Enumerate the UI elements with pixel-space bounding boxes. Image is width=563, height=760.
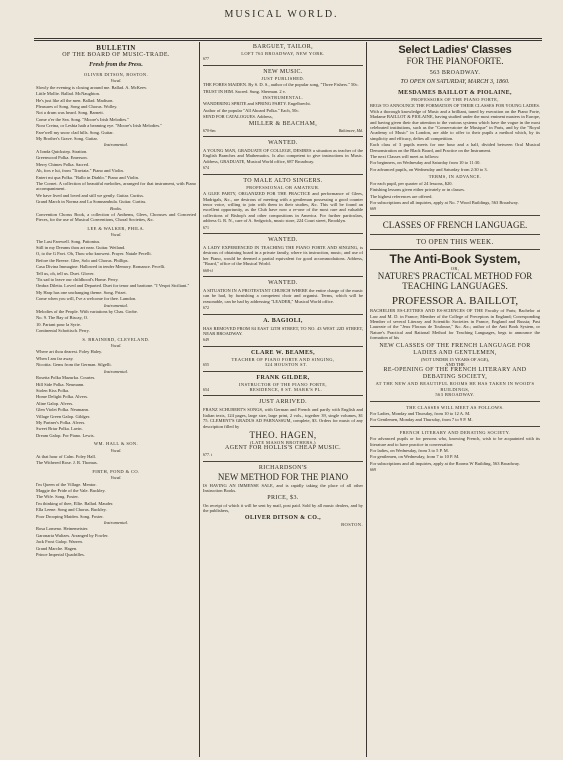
bulletin-entry: Before the Breeze. Glee, Solo and Chorus. Phillips.: [36, 257, 129, 263]
gilder-address: RESIDENCE, 8 ST. MARK'S PL.: [249, 387, 323, 393]
ad-body: A SITUATION IN A PROTESTANT CHURCH WHERE the entire charge of the music can be had, by furnishing a competent choir and organist. Terms, which will be reasonable, can be had by addressing "LEADER," Musical World office.: [203, 287, 363, 304]
bagioli-number: 649: [203, 337, 209, 343]
group-heading: Vocal.: [110, 343, 122, 349]
newmusic-instr-item: SEND FOR CATALOGUES. Address,: [203, 114, 273, 120]
divider: [370, 426, 540, 427]
beames-address: 324 HOUSTON ST.: [264, 362, 308, 368]
bulletin-entry: Little Mollie. Ballad. McNaughton.: [36, 91, 100, 97]
beames-body: TEACHER OF PIANO FORTE AND SINGING,: [231, 356, 335, 362]
baillot-body: BEGS TO ANNOUNCE THE FORMATION OF THEIR CLASSES FOR YOUNG LADIES. With a thorough knowledge of Music and a brilliant, tuned by execution on the Piano Forte, Madame BAILLOT & PIOLAINE, having studied under the most eminent masters in Europe, and having given their due attention to the various systems which have the vogue in the most celebrated institutions, such as the "Conservatoire de Musique" in Paris, and by the "Royal Academy of Music" in London, are able to offer to their pupils a method which, by its simplicity and efficacy, defies all competition.: [370, 103, 540, 141]
barguet-address: LOFT 763 BROADWAY, NEW YORK.: [241, 51, 325, 56]
society-body: For advanced pupils or for persons who, knowing French, wish to be acquainted with its literature and to have practice in conversation:: [370, 436, 540, 447]
newmusic-footer: [203, 128, 363, 133]
ad-number: 674: [203, 165, 209, 171]
divider: [203, 346, 363, 347]
bulletin-entry: Not a drum was heard. Song. Barnett.: [36, 110, 104, 116]
bulletin-entry: Rosa Lomeno. Heinemeister.: [36, 526, 89, 532]
column-divider-1: [199, 42, 200, 757]
masthead-title: MUSICAL WORLD.: [224, 9, 339, 20]
bagioli-body: HAS REMOVED FROM 84 EAST 12TH STREET, TO NO. 43 WEST 22D STREET, NEAR BROADWAY.: [203, 325, 363, 336]
richardson-city: BOSTON.: [341, 521, 363, 527]
arrived-title: JUST ARRIVED.: [258, 399, 308, 406]
bulletin-title: BULLETIN: [96, 44, 136, 52]
divider: [203, 136, 363, 137]
beames-title: CLARE W. BEAMES,: [250, 349, 316, 356]
publisher-heading: FIRTH, POND & CO.: [92, 468, 140, 474]
divider: [203, 276, 363, 277]
bulletin-sections: [36, 72, 196, 557]
ad-subtitle: PROFESSIONAL OR AMATEUR.: [246, 184, 320, 190]
group-heading: Vocal.: [110, 475, 122, 481]
ad-number: 672: [203, 305, 209, 311]
group-heading: Books.: [109, 205, 123, 211]
newmusic-instrumental: INSTRUMENTAL.: [262, 95, 304, 101]
column-bulletin: [36, 44, 196, 754]
hagen-subtitle: (LATE MASON BROTHERS,): [250, 440, 316, 446]
wanted-ads: [203, 140, 363, 315]
bulletin-entry: Grand March in Norma and La Somnambula. Guitar. Curtiss.: [36, 199, 147, 205]
select-open-date: TO OPEN ON SATURDAY, MARCH 3, 1860.: [400, 79, 510, 85]
bulletin-entry: Garonaria Waltzes. Arranged by Fowler.: [36, 532, 109, 538]
top-rule: [34, 38, 542, 39]
professor-body: BACHELIER ES-LETTRES AND ES-SCIENCES OF THE Faculty of Paris; Bachelor at Law and M. D. in France; Member of the College of Preceptors in England; Corresponding Member of several Literary and Scientific Societies in France, England and Russia; Past Laureate of the "Jeux Floraux de Toulouse," &c. &c.; author of the Anti Book System, or Nature's Practical and Rational Method for Teaching Languages, begs to announce the formation of his: [370, 308, 540, 341]
bulletin-entry: My Brother's Grave. Song. Guitar.: [36, 136, 98, 142]
arrived-body: FRANZ SCHUBERT'S SONGS, with German and French and partly with English and Italian texts, 124 pages, large size, large print, 2 vols., together 39, single volumes, $1 75. CLEMENT'S GRADUS AD PARNASSUM, complete, $3. Orders for music of any description filled by: [203, 407, 363, 429]
bulletin-entry: Casa Divina Immagine. Hallowed in tender Memory. Romance. Pecelli.: [36, 264, 166, 270]
french-title: CLASSES OF FRENCH LANGUAGE.: [382, 219, 528, 230]
bulletin-entry: Greenwood Polka. Emerson.: [36, 155, 88, 161]
hagen-number: 677. t: [203, 452, 213, 458]
also-note: AND THE: [445, 361, 465, 367]
bulletin-entry: Slowly the evening is closing around me. Ballad. A. McKeev.: [36, 84, 148, 90]
gilder-number: 654: [203, 387, 209, 393]
newmusic-title: NEW MUSIC.: [263, 68, 303, 75]
column-advertisements: [203, 44, 363, 754]
bulletin-entry: A Ionda Quickstep. Stratton.: [36, 148, 88, 154]
group-heading: Instrumental.: [103, 302, 129, 308]
bulletin-entry: Nicottia. Gems from the German. Silgelli.: [36, 362, 112, 368]
bulletin-entry: Jack Frost Galop. Warren.: [36, 539, 83, 545]
bulletin-entry: O, to the G Pavi. Oh, Thou who knowest. Prayer. Natale Pecelli.: [36, 251, 152, 257]
society-item: For ladies, on Wednesday, from 3 to 5 P. M.: [370, 448, 449, 454]
age-note: (NOT UNDER 15 YEARS OF AGE),: [420, 356, 490, 362]
divider: [203, 371, 363, 372]
ad-body: A GLEE PARTY, ORGANIZED FOR THE PRACTICE and performance of Glees, Madrigals, &c., are desirous of meeting with a gentleman possessing a good counter tenor voice, willing to join with them in their studies, &c. This will be found an excellent opportunity, as the Club have now a re-one of the most rare and valuable collections of Bishop's and other compositions in America. For further particulars, address G. R. N., care of A. Sedgwick, music store, 224 Court street, Brooklyn.: [203, 191, 363, 224]
newmusic-publisher: MILLER & BEACHAM,: [248, 120, 318, 127]
ad-title: WANTED.: [268, 236, 298, 243]
bulletin-entry: The Wife. Song. Foster.: [36, 494, 79, 500]
bulletin-subtitle: OF THE BOARD OF MUSIC-TRADE.: [62, 52, 170, 58]
column-classes: [370, 44, 540, 754]
publisher-heading: WM. HALL & SON.: [93, 441, 139, 447]
barguet-title: BARGUET, TAILOR,: [252, 44, 314, 50]
newmusic-instr-item: Author of the popular "All Aboard Polka." Each, 50c.: [203, 107, 300, 113]
divider: [370, 215, 540, 216]
bulletin-entry: At that hour of Calm. Foley Hall.: [36, 453, 96, 459]
select-title: Select Ladies' Classes: [398, 44, 512, 56]
baillot-profession: PROFESSORS OF THE PIANO FORTE,: [411, 97, 499, 102]
newmusic-instr-item: WANDERING SPRITE and SPRING PARTY. Engelbrecht.: [203, 101, 311, 107]
bulletin-entry: Continental Schottisch. Perry.: [36, 328, 90, 334]
group-heading: Instrumental.: [103, 142, 129, 148]
bulletin-entry: Hill Side Polka. Neumann.: [36, 381, 85, 387]
bulletin-entry: Entert mi qua Polka. "Ballo in Diablo." Piano and Violin.: [36, 174, 140, 180]
ad-body: A YOUNG MAN, GRADUATE OF COLLEGE, DESIRES a situation as teacher of the English Branches and Mathematics. Is also competent to give instructions in Music. Address, GRADUATE, Musical World office, 687 Broadway.: [203, 148, 363, 164]
baillot-body-3: The next Classes will meet as follows:: [370, 154, 440, 160]
group-heading: Vocal.: [110, 232, 122, 238]
newmusic-footer-right: Baltimore, Md.: [338, 127, 363, 133]
antibook-subtitle: NATURE'S PRACTICAL METHOD FOR TEACHING LANGUAGES.: [377, 271, 533, 292]
publisher-heading: OLIVER DITSON, BOSTON.: [83, 72, 149, 77]
society-title: FRENCH LITERARY AND DEBATING SOCIETY.: [399, 429, 511, 435]
ad-number: 668-tf: [203, 267, 213, 273]
group-heading: Instrumental.: [103, 520, 129, 526]
column-divider-2: [366, 42, 367, 757]
richardson-body: On receipt of which it will be sent by mail, post paid. Sold by all music dealers, and by the publishers,: [203, 502, 363, 514]
open-week: TO OPEN THIS WEEK.: [416, 237, 494, 246]
divider: [203, 65, 363, 66]
bulletin-entry: Maggie the Pride of the Vale. Buckley.: [36, 488, 106, 493]
bulletin-entry: Village Green Galop. Gildger.: [36, 413, 91, 419]
antibook-or: OR,: [450, 265, 460, 271]
bulletin-entry: Nora Creina, or Lesbia hath a beaming eye. "Moore's Irish Melodies.": [36, 123, 163, 129]
richardson-publisher: OLIVER DITSON & CO.,: [244, 514, 322, 521]
hagen-agent: AGENT FOR HOLLIS'S CHEAP MUSIC.: [225, 445, 341, 452]
bulletin-entry: Ombra Diletta. Loved and Departed. Duet for tenor and baritone. "I Vespri Siciliani.": [36, 283, 190, 289]
terms-item: For subscriptions and all inquiries, apply at No. 7 Wood Buildings, 563 Broadway.: [370, 199, 519, 205]
baillot-schedule: For beginners, on Wednesday and Saturday from 10 to 11:30.: [370, 160, 481, 166]
ad-title: TO MALE ALTO SINGERS.: [243, 177, 323, 184]
group-heading: Vocal.: [110, 78, 122, 84]
richardson-method: NEW METHOD FOR THE PIANO: [217, 471, 349, 482]
bulletin-entry: Convention Chorus Book, a collection of Anthems, Glees, Choruses and Concerted Pieces, for the use of Musical Conventions, Choral Societies, &c.: [36, 211, 196, 223]
divider: [203, 314, 363, 315]
bulletin-entry: The Last Farewell. Song. Pattonius.: [36, 238, 101, 244]
gilder-footer: [203, 387, 363, 392]
bulletin-entry: Come when you will, I've a welcome for thee. Lamdon.: [36, 296, 137, 302]
bulletin-entry: I'm Queen of the Village. Mentor.: [36, 481, 97, 487]
reopening-location: AT THE NEW AND BEAUTIFUL ROOMS HE HAS TAKEN IN WOOD'S BUILDINGS,: [375, 381, 535, 392]
terms-item: For each pupil, per quarter of 24 lessons, $20.: [370, 180, 453, 186]
beames-number: 655: [203, 362, 209, 368]
bulletin-entry: My Harp has one unchanging theme. Song. Prizet.: [36, 289, 127, 295]
divider: [203, 233, 363, 234]
bulletin-entry: Poor Drooping Maiden. Song. Foster.: [36, 513, 104, 519]
bulletin-entry: Rosetta Polka Mazurka. Courtes.: [36, 375, 96, 381]
bulletin-entry: Aline Galop. Alvers.: [36, 400, 74, 406]
classes-item: For Gentlemen, Monday and Thursday, from 7 to 9 P. M.: [370, 417, 473, 423]
top-rule-thin: [34, 40, 542, 41]
bulletin-entry: Home Delight Polka. Alvers.: [36, 394, 89, 400]
bulletin-entry: My Partner's Polka. Alvers.: [36, 419, 86, 425]
publisher-heading: LEE & WALKER, PHILA.: [87, 225, 145, 231]
society-item: For subscriptions and all inquiries, apply at the Rooms W Building, 563 Broadway.: [370, 460, 520, 466]
divider: [203, 174, 363, 175]
ad-title: WANTED.: [268, 279, 298, 286]
newmusic-footer-left: 670-6m: [203, 127, 216, 133]
bulletin-entry: Merry Chimes Polka. Sacred.: [36, 161, 90, 167]
ad-title: WANTED.: [268, 140, 298, 147]
newmusic-item: THE FORES MAIDEN. By S. D. S., author of the popular song, "Three Fishers." 50c.: [203, 82, 359, 88]
bulletin-entry: When I am far away.: [36, 355, 74, 361]
bulletin-entry: Sweet Briar Polka. Lavin.: [36, 426, 83, 432]
bulletin-entry: Pleasures of Song. Song and Chorus. Wolley.: [36, 104, 118, 110]
bulletin-entry: Glen Violet Polka. Neumann.: [36, 407, 90, 413]
reopening-title: RE-OPENING OF THE FRENCH LITERARY AND DEBATING SOCIETY,: [383, 367, 527, 381]
bulletin-entry: Grand Marche. Hagen.: [36, 545, 78, 551]
newmusic-subtitle: JUST PUBLISHED.: [261, 75, 305, 81]
terms-number: 669: [370, 206, 376, 212]
divider: [370, 234, 540, 235]
bulletin-entry: Ah, fors e lui, from "Traviata." Piano and Violin.: [36, 168, 124, 174]
classes-item: For Ladies, Monday and Thursday, from 10 to 12 A. M.: [370, 411, 471, 416]
ad-number: 671: [203, 224, 209, 230]
terms-title: TERMS, IN ADVANCE.: [428, 174, 482, 180]
bulletin-entry: Melodies of the People. With variations by Chas. Grobe.: [36, 309, 138, 315]
bulletin-entry: The Cornet. A collection of beautiful melodies, arranged for that instrument, with Piano accompaniment.: [36, 180, 196, 192]
group-heading: Vocal.: [110, 447, 122, 453]
ad-body: A LADY EXPERIENCED IN TEACHING THE PIANO FORTE AND SINGING, is desirous of obtaining board in a private family, where its instruction, music, and use of her Piano, would be deemed a partial equivalent for good accommodations. Address, "Board," office of the Musical World.: [203, 244, 363, 267]
richardson-title: RICHARDSON'S: [258, 464, 308, 471]
bulletin-entry: 10. Partant pour la Syrie.: [36, 321, 81, 327]
gilder-body: INSTRUCTOR OF THE PIANO FORTE,: [239, 381, 327, 387]
reopening-address: 563 BROADWAY.: [435, 392, 475, 398]
richardson-price: PRICE, $3.: [267, 494, 299, 501]
bulletin-fresh: Fresh from the Press.: [89, 62, 143, 68]
terms-item: Finishing lessons given either privately or in classes.: [370, 187, 465, 193]
baillot-names: MESDAMES BAILLOT & PIOLAINE,: [398, 90, 512, 96]
bulletin-entry: No. 9. The Bay of Biscay, O.: [36, 315, 89, 321]
barguet-number: 677: [203, 56, 209, 62]
group-heading: Instrumental.: [103, 368, 129, 374]
bulletin-entry: 'Tis sad to leave our childhood's Home. Perry.: [36, 277, 119, 282]
beames-footer: [203, 362, 363, 367]
select-subtitle: FOR THE PIANOFORTE.: [406, 56, 504, 66]
bulletin-entry: Come o'er the Sea. Song. "Moore's Irish Melodies.": [36, 116, 130, 122]
gilder-title: FRANK GILDER,: [256, 374, 310, 381]
bulletin-entry: Ella Leene. Song and Chorus. Buckley.: [36, 507, 107, 513]
hagen-title: THEO. HAGEN,: [249, 430, 317, 441]
divider: [370, 249, 540, 250]
publisher-heading: S. BRAINERD, CLEVELAND.: [82, 336, 150, 342]
newmusic-item: TRUST IN HIM. Sacred. Sung. Sherman. 2 v.: [203, 88, 286, 94]
bulletin-entry: He's just like all the men. Ballad. Madison.: [36, 97, 114, 103]
divider: [203, 395, 363, 396]
baillot-schedule: For advanced pupils, on Wednesday and Saturday from 2:30 to 3.: [370, 166, 488, 172]
society-number: 669: [370, 467, 376, 473]
bulletin-entry: I'm thinking of thee, Ellie. Ballad. Mauder.: [36, 500, 114, 506]
baillot-body-2: Each class of 3 pupils meets for one hour and a half, divided between Oral Musical Demonstration on the Black Board, and Practice on the Instrument.: [370, 142, 540, 153]
bulletin-entry: Still in my Dreams thou art near. Guitar. Weiland.: [36, 244, 126, 250]
select-address: 563 BROADWAY.: [429, 70, 481, 76]
classes-meet-title: THE CLASSES WILL MEET AS FOLLOWS.: [406, 404, 504, 410]
bulletin-entry: We have lived and loved and still we gently. Guitar. Curtiss.: [36, 192, 144, 198]
bulletin-entry: Dream Galop. For Piano. Lewis.: [36, 432, 95, 438]
professor-title: PROFESSOR A. BAILLOT,: [391, 295, 519, 308]
bulletin-entry: Prince Imperial Quadrilles.: [36, 552, 85, 558]
bulletin-entry: Fare'well my snow clad hills. Song. Guitar.: [36, 129, 114, 135]
society-item: For gentlemen, on Wednesday, from 7 to 10 P. M.: [370, 454, 460, 460]
terms-item: The highest references are offered.: [370, 193, 433, 199]
bulletin-entry: Tell us, oh, tell us. Duet. Glover.: [36, 270, 95, 276]
bagioli-title: A. BAGIOLI,: [263, 317, 303, 324]
bulletin-entry: Stolen Kiss Polka.: [36, 387, 70, 393]
divider: [203, 461, 363, 462]
bulletin-entry: Where art thou dearest. Foley Haley.: [36, 349, 103, 355]
new-classes: NEW CLASSES OF THE FRENCH LANGUAGE FOR LADIES AND GENTLEMEN,: [379, 342, 531, 356]
antibook-title: The Anti-Book System,: [389, 251, 521, 266]
bulletin-entry: The Withered Rose. J. R. Thomas.: [36, 460, 98, 466]
richardson-sale: IS HAVING AN IMMENSE SALE, and is rapidly taking the place of all other Instruction Books.: [203, 482, 363, 494]
divider: [370, 401, 540, 402]
